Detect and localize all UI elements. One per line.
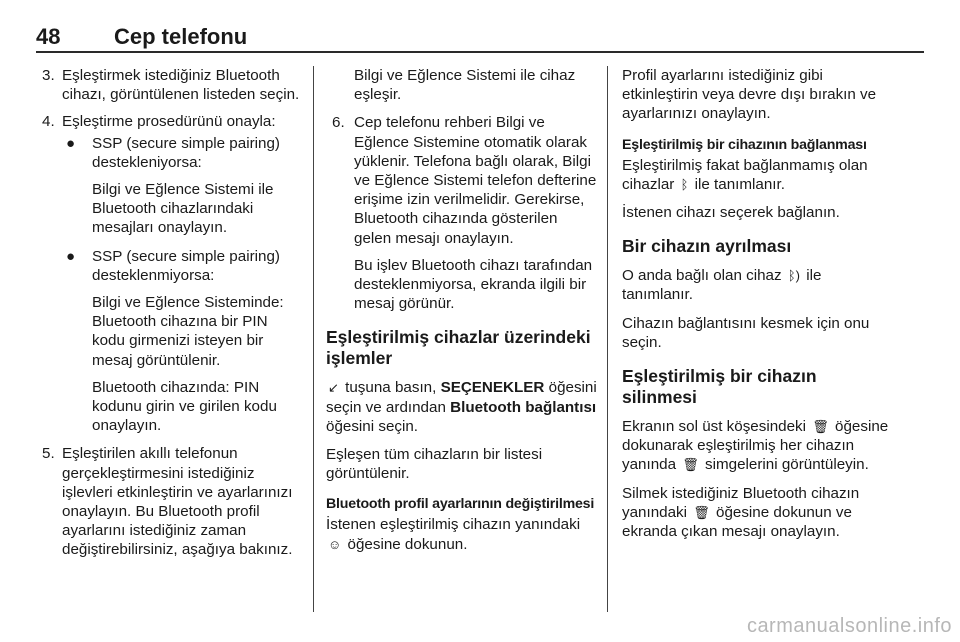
step-number: 4.: [42, 113, 55, 131]
paragraph: [326, 515, 598, 553]
step-number: 5.: [42, 445, 55, 463]
step-5: [38, 444, 304, 559]
bullet-ssp-supported: [38, 134, 304, 172]
step-note: Bu işlev Bluetooth cihazı tarafından desteklenmiyorsa, ekranda ilgili bir mesaj görünür.: [354, 256, 593, 313]
profile-settings-icon: ☺: [328, 536, 342, 552]
step-number: 3.: [42, 67, 55, 84]
paragraph: [622, 266, 894, 304]
sub-heading: Eşleştirilmiş bir cihazının bağlanması: [622, 136, 867, 153]
bullet-detail: Bilgi ve Eğlence Sisteminde: Bluetooth cihazına bir PIN kodu girmenizi isteyen bir mesaj görüntülenir.: [92, 294, 284, 369]
text: öğesini seçin.: [326, 417, 419, 435]
header-rule: [36, 51, 924, 53]
bold-term: Bluetooth bağlantısı: [450, 398, 597, 416]
text: öğesine dokunarak eşleştirilmiş her cihazın yanında: [622, 418, 889, 474]
bold-term: SEÇENEKLER: [440, 379, 545, 397]
text: ile tanımlanır.: [694, 175, 785, 193]
column-1: [38, 66, 304, 560]
page-title: Cep telefonu: [114, 24, 248, 49]
step-text: Cep telefonu rehberi Bilgi ve Eğlence Sistemine otomatik olarak yüklenir. Telefona bağlı olarak, Bilgi ve Eğlence Sistemi telefon defterine erişime izin verilmelidir. Gerekirse, Bluetooth cihazında gösterilen gelen mesajı onaylayın.: [354, 114, 597, 247]
bullet-dot: ●: [66, 247, 76, 265]
text: öğesine dokunun.: [347, 535, 468, 553]
phone-icon: ↙: [328, 380, 339, 396]
section-heading: Eşleştirilmiş bir cihazın silinmesi: [622, 366, 817, 408]
column-2: [326, 66, 598, 563]
bullet-text: SSP (secure simple pairing) destekleniyorsa:: [92, 134, 280, 171]
bullet-ssp-unsupported: [38, 247, 304, 285]
text: öğesini seçin ve ardından: [326, 379, 597, 416]
trash-icon: 🗑: [693, 504, 710, 520]
paragraph: Eşleşen tüm cihazların bir listesi görüntülenir.: [326, 446, 543, 483]
bullet-dot: ●: [66, 134, 76, 152]
text: Ekranın sol üst köşesindeki: [622, 418, 807, 436]
column-divider: [313, 66, 314, 612]
paragraph: İstenen cihazı seçerek bağlanın.: [622, 204, 840, 222]
text: Silmek istediğiniz Bluetooth cihazın yanındaki: [622, 484, 860, 521]
page-number: 48: [36, 24, 61, 49]
trash-icon: 🗑: [812, 419, 829, 435]
paragraph: Cihazın bağlantısını kesmek için onu seçin.: [622, 314, 870, 351]
step-text: Eşleştirmek istediğiniz Bluetooth cihazı, görüntülenen listeden seçin.: [62, 67, 300, 104]
watermark: carmanualsonline.info: [746, 615, 952, 637]
text: simgelerini görüntüleyin.: [705, 456, 869, 474]
step-text: Eşleştirilen akıllı telefonun gerçekleştirmesini istediğiniz işlevleri etkinleştirin ve ayarlarınızı onaylayın. Bu Bluetooth profil ayarlarını istediğiniz zaman değiştirebilirsiniz, aşağıya bakınız.: [62, 445, 293, 559]
paragraph: Profil ayarlarını istediğiniz gibi etkinleştirin veya devre dışı bırakın ve ayarlarınızı onaylayın.: [622, 67, 877, 123]
bullet-text: SSP (secure simple pairing) desteklenmiyorsa:: [92, 247, 280, 284]
paragraph: [622, 156, 894, 194]
column-3: [622, 66, 894, 550]
column-divider: [607, 66, 608, 612]
bluetooth-disconnected-icon: ᛒ: [680, 176, 689, 192]
step-text: Eşleştirme prosedürünü onayla:: [62, 113, 276, 131]
step-number: 6.: [332, 114, 345, 132]
sub-heading: Bluetooth profil ayarlarının değiştirilmesi: [326, 496, 595, 513]
text: O anda bağlı olan cihaz: [622, 267, 782, 285]
paragraph: [326, 378, 598, 436]
text: tuşuna basın,: [345, 379, 437, 397]
bullet-detail: Bluetooth cihazında: PIN kodunu girin ve girilen kodu onaylayın.: [92, 378, 277, 435]
trash-icon: 🗑: [682, 457, 699, 473]
bluetooth-connected-icon: ᛒ): [787, 268, 800, 284]
section-heading: Eşleştirilmiş cihazlar üzerindeki işlemler: [326, 327, 591, 369]
text: Eşleştirilmiş fakat bağlanmamış olan cihazlar: [622, 156, 868, 193]
step-3: [38, 66, 304, 104]
step-6: [326, 113, 598, 247]
paragraph: [622, 417, 894, 475]
text: ile tanımlanır.: [622, 267, 822, 304]
step-5-continued: Bilgi ve Eğlence Sistemi ile cihaz eşleşir.: [354, 67, 576, 104]
section-heading: Bir cihazın ayrılması: [622, 236, 792, 257]
paragraph: [622, 484, 894, 542]
page-header: [36, 24, 924, 54]
bullet-detail: Bilgi ve Eğlence Sistemi ile Bluetooth cihazlarındaki mesajları onaylayın.: [92, 181, 274, 237]
step-4: [38, 112, 304, 131]
text: İstenen eşleştirilmiş cihazın yanındaki: [326, 516, 581, 534]
text: öğesine dokunun ve ekranda çıkan mesajı onaylayın.: [622, 503, 852, 541]
